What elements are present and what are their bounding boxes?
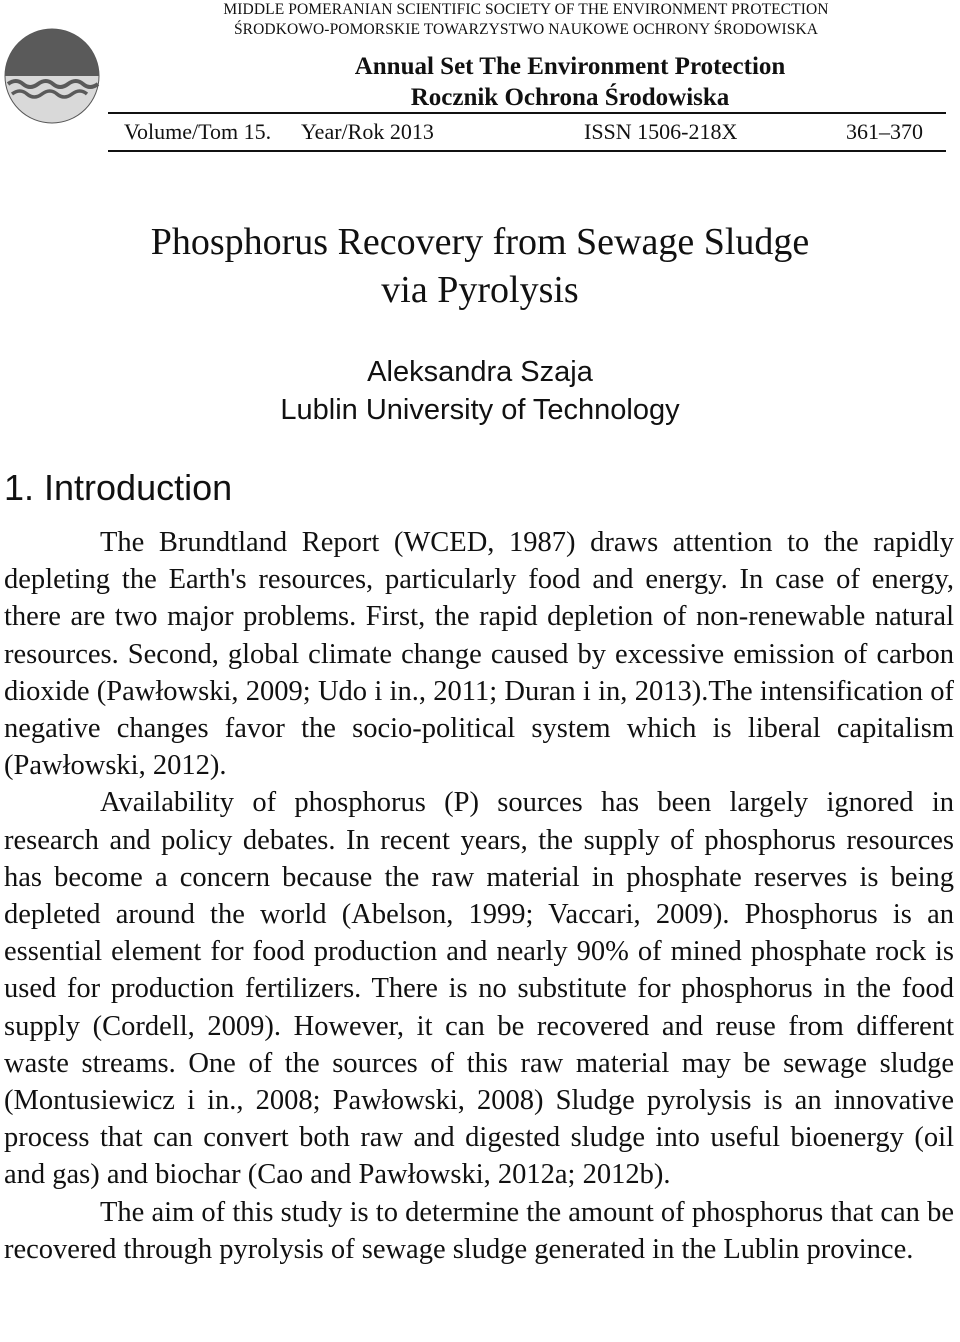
paragraph: The aim of this study is to determine the amount of phosphorus that can be recovered through pyrolysis of sewage sludge generated in the Lublin province. <box>4 1196 954 1265</box>
article-title-line1: Phosphorus Recovery from Sewage Sludge <box>150 221 810 263</box>
header-rule-bottom <box>108 150 946 152</box>
paragraph: Availability of phosphorus (P) sources has been largely ignored in research and policy debates. In recent years, the supply of phosphorus resources has become a concern because the raw material in phosphate reserves is being depleted around the world (Abelson, 1999; Vaccari, 2009). Phosphorus is an essential element for food production and nearly 90% of mined phosphate rock is used for production fertilizers. There is no substitute for phosphorus in the food supply (Cordell, 2009). However, it can be recovered and reuse from different waste streams. One of the sources of this raw material may be sewage sludge (Montusiewicz i in., 2008; Pawłowski, 2008) Sludge pyrolysis is an innovative process that can convert both raw and digested sludge into useful bioenergy (oil and gas) and biochar (Cao and Pawłowski, 2012a; 2012b). <box>4 787 954 1191</box>
journal-title-pl: Rocznik Ochrona Środowiska <box>410 84 730 111</box>
section-body <box>4 524 954 1268</box>
article-title-line2: via Pyrolysis <box>381 269 579 311</box>
header-rule-top <box>108 112 946 114</box>
year-label: Year/Rok 2013 <box>301 119 434 144</box>
paragraph: The Brundtland Report (WCED, 1987) draws attention to the rapidly depleting the Earth's resources, particularly food and energy. In case of energy, there are two major problems. First, the rapid depletion of non-renewable natural resources. Second, global climate change caused by excessive emission of carbon dioxide (Pawłowski, 2009; Udo i in., 2011; Duran i in, 2013).The intensification of negative changes favor the socio-political system which is liberal capitalism (Pawłowski, 2012). <box>4 527 954 782</box>
author-affiliation: Lublin University of Technology <box>280 394 680 426</box>
society-name-pl: ŚRODKOWO-POMORSKIE TOWARZYSTWO NAUKOWE OCHRONY ŚRODOWISKA <box>233 21 819 38</box>
volume-label: Volume/Tom 15. <box>124 119 272 144</box>
author-block <box>0 353 960 429</box>
section-heading: 1. Introduction <box>4 467 233 508</box>
journal-title-en: Annual Set The Environment Protection <box>354 53 786 80</box>
society-logo-icon <box>4 28 100 124</box>
article-title <box>0 218 960 314</box>
society-name-en: MIDDLE POMERANIAN SCIENTIFIC SOCIETY OF THE ENVIRONMENT PROTECTION <box>223 1 829 18</box>
author-name: Aleksandra Szaja <box>367 356 593 388</box>
page-range: 361–370 <box>846 119 923 144</box>
issn-label: ISSN 1506-218X <box>584 119 738 144</box>
